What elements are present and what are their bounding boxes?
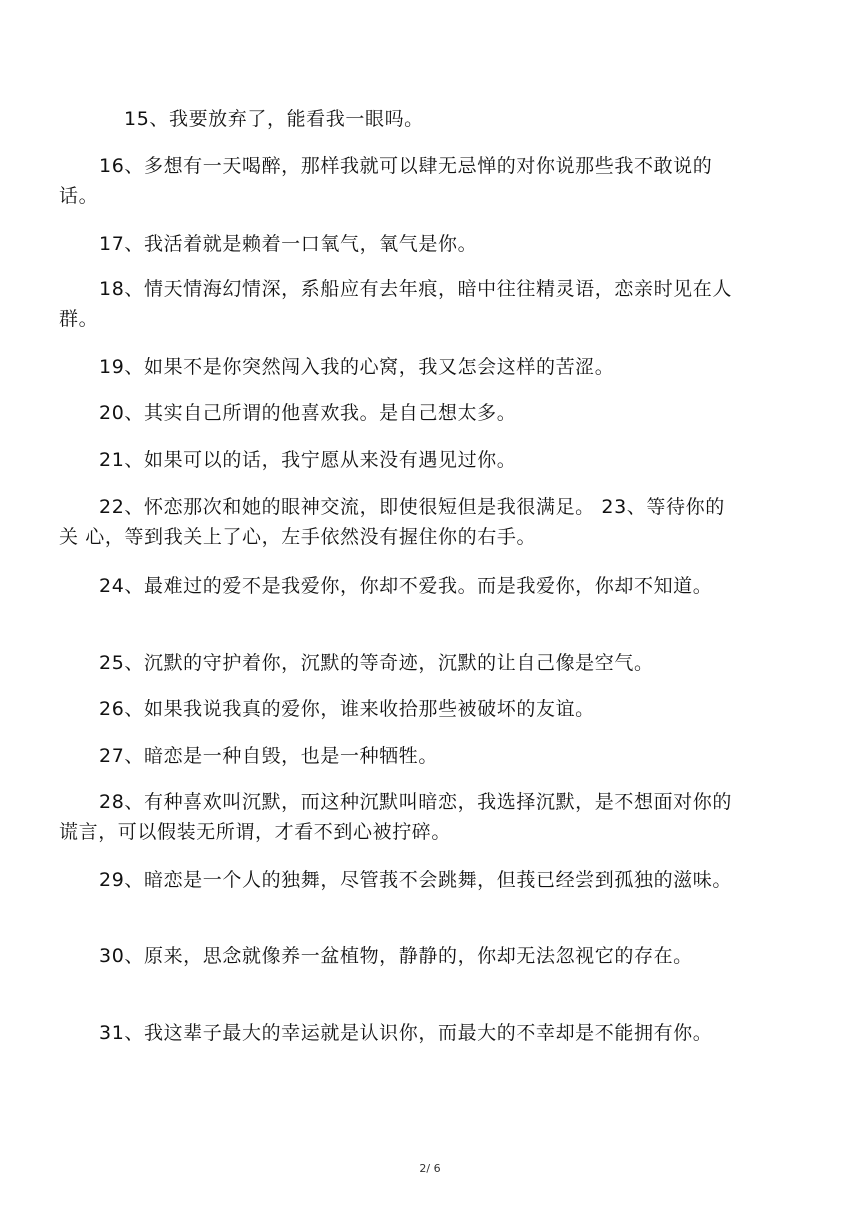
paragraph-21: 21、如果可以的话，我宁愿从来没有遇见过你。: [99, 449, 517, 471]
paragraph-25: 25、沉默的守护着你，沉默的等奇迹，沉默的让自己像是空气。: [99, 652, 654, 674]
paragraph-29: 29、暗恋是一个人的独舞，尽管莪不会跳舞，但莪已经尝到孤独的滋味。: [99, 869, 732, 891]
page-number: 2/ 6: [419, 1162, 441, 1175]
paragraph-15: 15、我要放弃了，能看我一眼吗。: [124, 108, 424, 130]
paragraph-16: 16、多想有一天喝醉，那样我就可以肆无忌惮的对你说那些我不敢说的 话。: [59, 155, 713, 207]
paragraph-26: 26、如果我说我真的爱你，谁来收拾那些被破坏的友谊。: [99, 698, 595, 720]
paragraph-20: 20、其实自己所谓的他喜欢我。是自己想太多。: [99, 402, 517, 424]
paragraph-30: 30、原来，思念就像养一盆植物，静静的，你却无法忽视它的存在。: [99, 945, 693, 967]
paragraph-24: 24、最难过的爱不是我爱你，你却不爱我。而是我爱你，你却不知道。: [99, 575, 713, 597]
paragraph-27: 27、暗恋是一种自毁，也是一种牺牲。: [99, 745, 438, 767]
paragraph-22-23: 22、怀恋那次和她的眼神交流，即使很短但是我很满足。 23、等待你的关 心，等到我关上了心，左手依然没有握住你的右手。: [59, 496, 725, 548]
paragraph-31: 31、我这辈子最大的幸运就是认识你，而最大的不幸却是不能拥有你。: [99, 1022, 713, 1044]
paragraph-18: 18、情天情海幻情深，系船应有去年痕，暗中往往精灵语，恋亲时见在人 群。: [59, 278, 732, 330]
paragraph-17: 17、我活着就是赖着一口氧气，氧气是你。: [99, 233, 478, 255]
paragraph-28: 28、有种喜欢叫沉默，而这种沉默叫暗恋，我选择沉默，是不想面对你的 谎言，可以假装无所谓，才看不到心被拧碎。: [59, 791, 732, 843]
paragraph-19: 19、如果不是你突然闯入我的心窝，我又怎会这样的苦涩。: [99, 356, 615, 378]
